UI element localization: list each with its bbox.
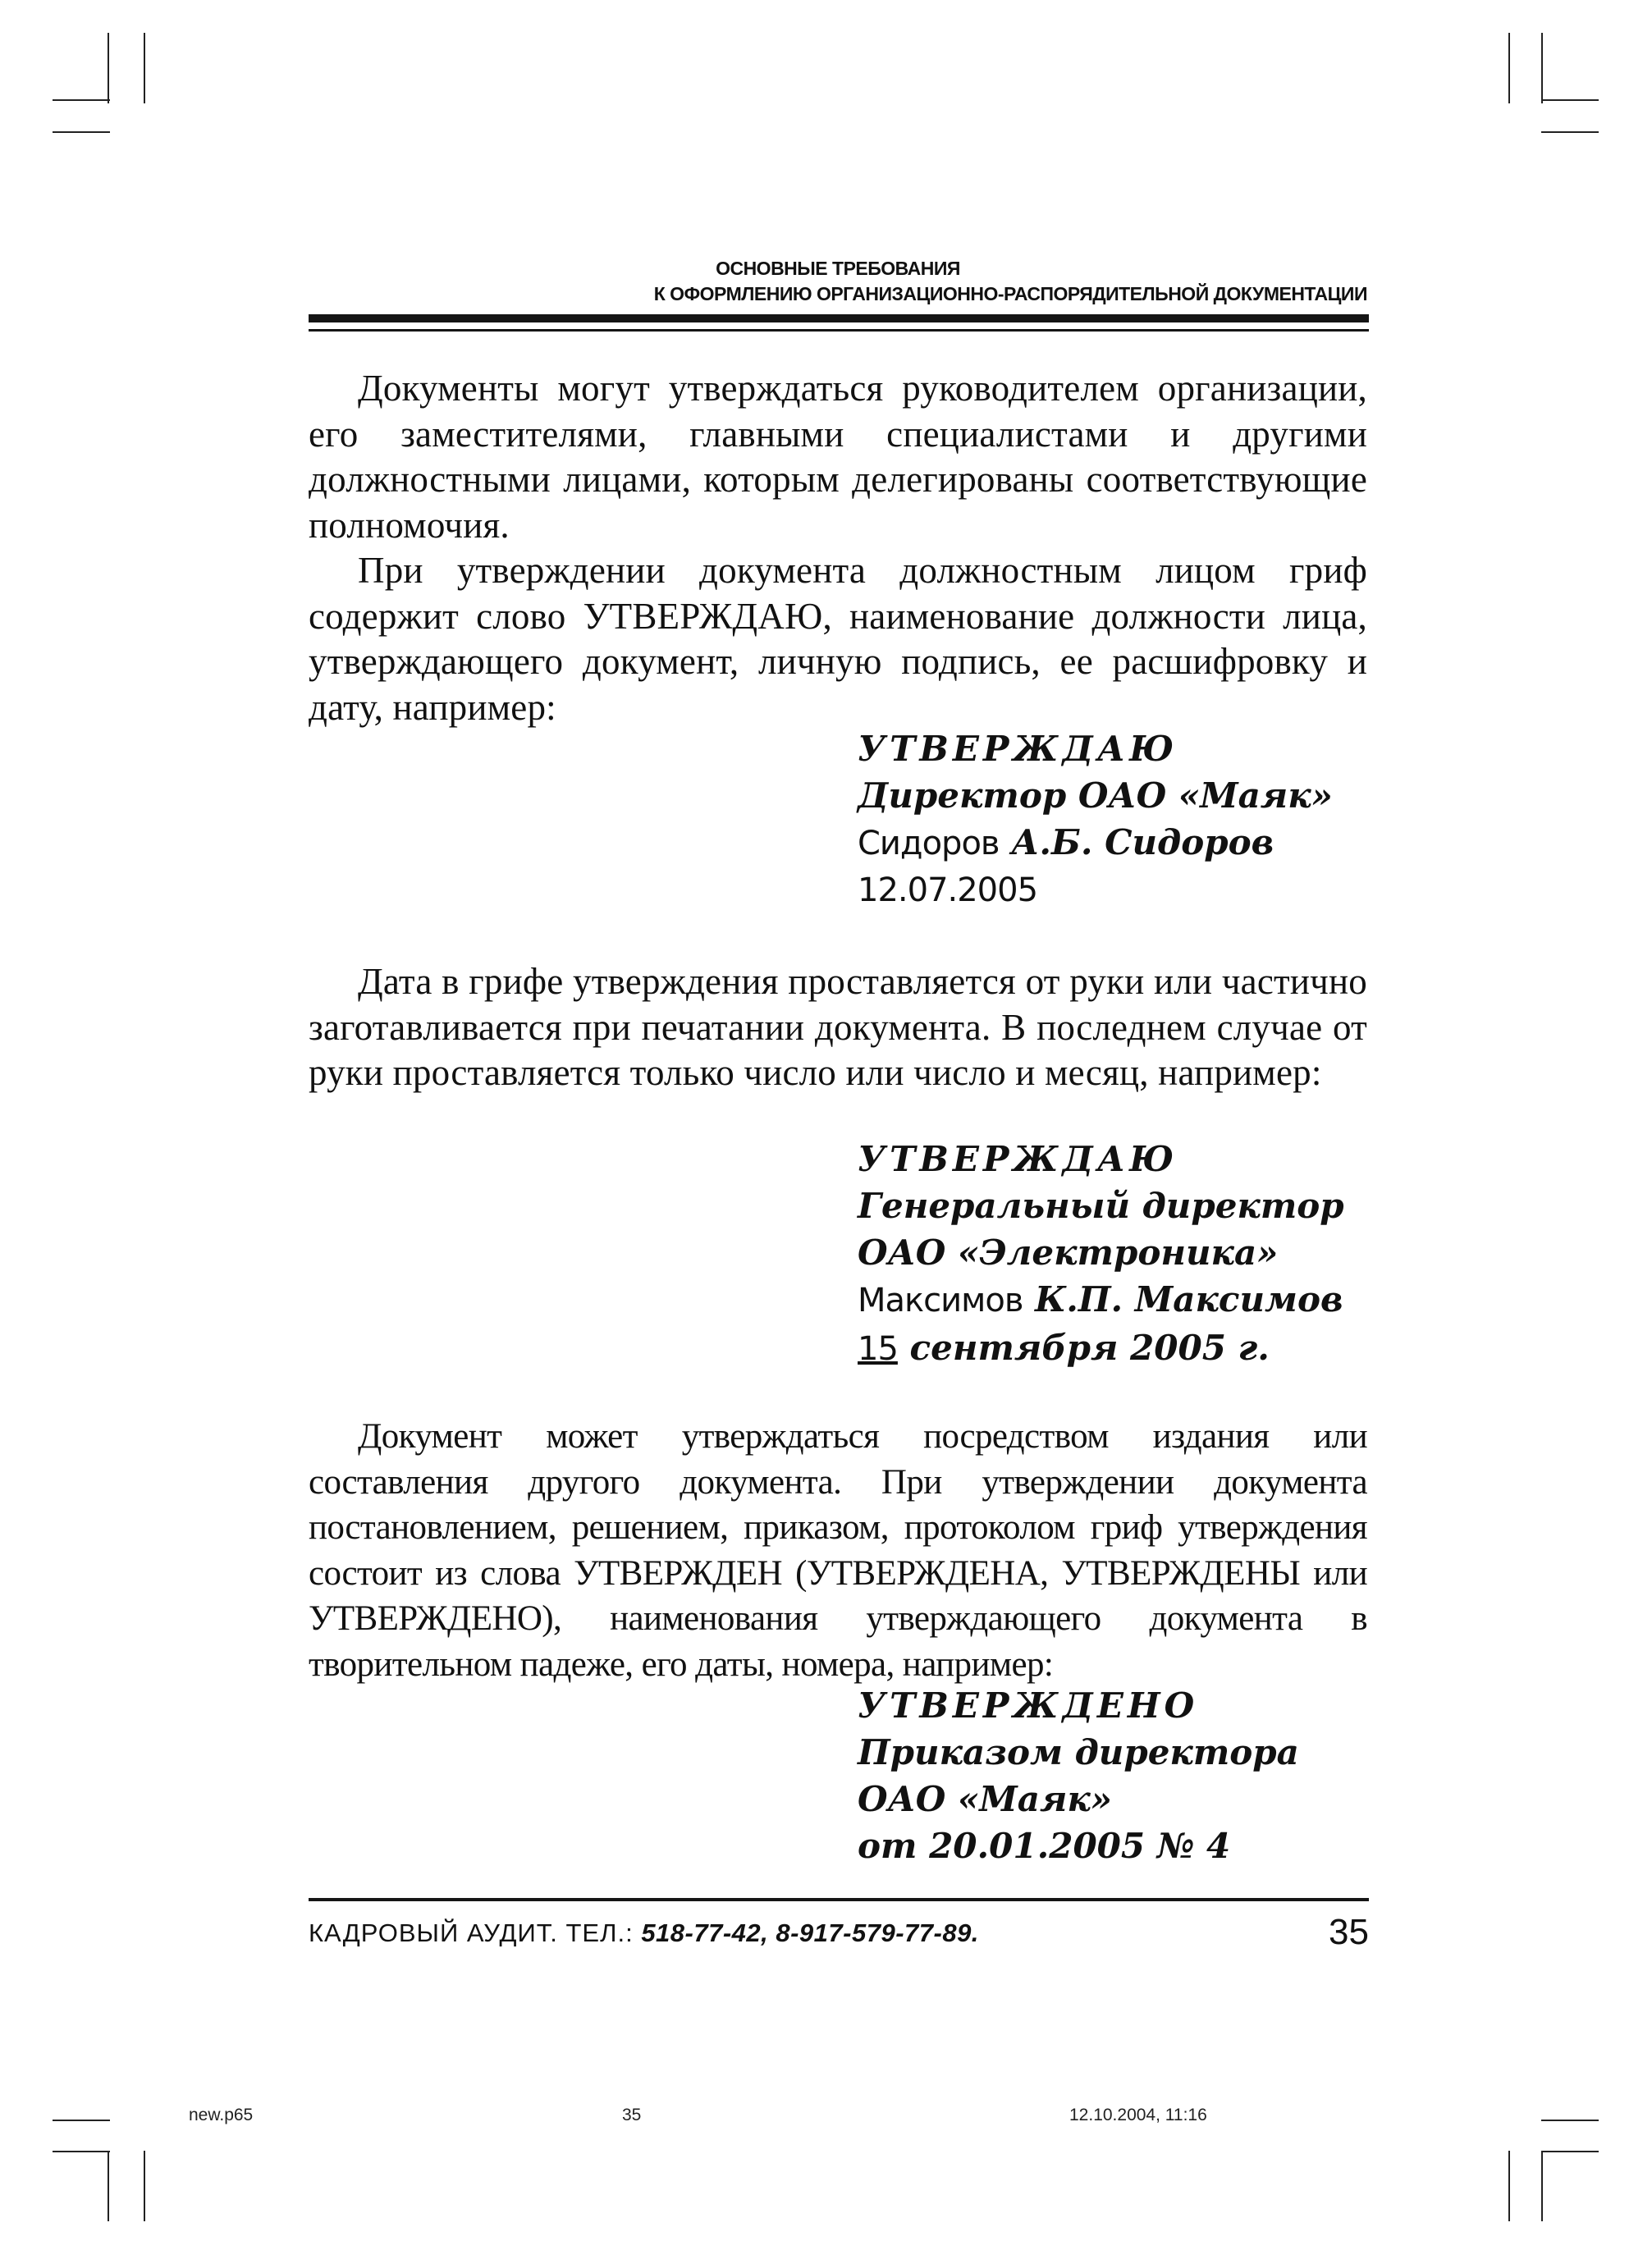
approval-stamp-example-2 — [858, 1136, 1383, 1373]
paragraph-approval-by-document: Документ может утверждаться посредством издания или составления другого документа. При утверждении документа постановлением, решением, приказом, протоколом гриф утверждения состоит из слова УТВЕРЖДЕН (УТВЕРЖДЕНА, УТВЕРЖДЕНЫ или УТВЕРЖДЕНО), наименования утверждающего документа в творительном падеже, его даты, номера, например: — [309, 1417, 1367, 1684]
stamp-1-title: УТВЕРЖДАЮ — [858, 729, 1178, 769]
crop-mark-top-left-inner — [108, 33, 109, 103]
crop-mark-bottom-right-h1 — [1541, 2120, 1599, 2121]
paragraph-date-by-hand: Дата в грифе утверждения проставляется от руки или частично заготавливается при печатании документа. В последнем случае от руки проставляется только число или число и месяц, например: — [309, 961, 1367, 1093]
stamp-1-signature-line — [858, 819, 1383, 867]
crop-mark-top-right-inner — [1541, 33, 1543, 103]
running-header-line-1: ОСНОВНЫЕ ТРЕБОВАНИЯ — [716, 258, 960, 279]
stamp-3-line-1: Приказом директора — [858, 1732, 1299, 1772]
stamp-1-name: А.Б. Сидоров — [1011, 822, 1274, 862]
stamp-1-date: 12.07.2005 — [858, 871, 1038, 909]
crop-mark-bottom-left-h1 — [53, 2120, 110, 2121]
stamp-3-line-3: от 20.01.2005 № 4 — [858, 1826, 1231, 1866]
paragraph-approval-stamp: При утверждении документа должностным лицом гриф содержит слово УТВЕРЖДАЮ, наименование должности лица, утверждающего документ, личную подпись, ее расшифровку и дату, например: — [309, 550, 1367, 728]
crop-mark-top-left-outer — [144, 33, 145, 103]
stamp-2-day: 15 — [858, 1330, 898, 1368]
crop-mark-bottom-right-outer — [1508, 2151, 1510, 2221]
approval-stamp-example-3 — [858, 1682, 1383, 1869]
crop-mark-top-right-outer — [1508, 33, 1510, 103]
footer-label: КАДРОВЫЙ АУДИТ. ТЕЛ.: — [309, 1918, 634, 1947]
header-rule-thin — [309, 329, 1369, 332]
stamp-2-signature-line — [858, 1276, 1383, 1324]
crop-mark-bottom-left-outer — [144, 2151, 145, 2221]
footer-phones: 518-77-42, 8-917-579-77-89. — [641, 1918, 979, 1947]
stamp-2-title: УТВЕРЖДАЮ — [858, 1139, 1178, 1179]
stamp-3-line-2: ОАО «Маяк» — [858, 1779, 1113, 1819]
footer-contact — [309, 1918, 979, 1948]
approval-stamp-example-1 — [858, 725, 1383, 914]
crop-mark-top-right-h1 — [1541, 99, 1599, 101]
stamp-2-signature: Максимов — [858, 1282, 1023, 1319]
stamp-2-position-2: ОАО «Электроника» — [858, 1232, 1279, 1273]
stamp-2-date-rest: сентября 2005 г. — [909, 1328, 1270, 1368]
crop-mark-top-left-h2 — [53, 131, 110, 133]
stamp-2-date-line — [858, 1324, 1383, 1373]
slug-page: 35 — [622, 2106, 642, 2124]
slug-file: new.p65 — [189, 2106, 254, 2124]
crop-mark-bottom-right-inner — [1541, 2151, 1543, 2221]
stamp-2-position-1: Генеральный директор — [858, 1186, 1344, 1226]
crop-mark-bottom-left-inner — [108, 2151, 109, 2221]
running-header-line-2: К ОФОРМЛЕНИЮ ОРГАНИЗАЦИОННО-РАСПОРЯДИТЕЛЬНОЙ ДОКУМЕНТАЦИИ — [653, 283, 1367, 304]
crop-mark-top-right-h2 — [1541, 131, 1599, 133]
stamp-1-position: Директор ОАО «Маяк» — [858, 775, 1333, 816]
stamp-1-signature: Сидоров — [858, 825, 1000, 862]
header-rule-thick — [309, 314, 1369, 322]
running-footer — [309, 1912, 1369, 1961]
footer-rule — [309, 1898, 1369, 1901]
crop-mark-bottom-left-h2 — [53, 2151, 110, 2152]
stamp-3-title: УТВЕРЖДЕНО — [858, 1685, 1199, 1726]
crop-mark-top-left-h1 — [53, 99, 110, 101]
running-header — [309, 256, 1367, 307]
paragraph-approvers: Документы могут утверждаться руководителем организации, его заместителями, главными специалистами и другими должностными лицами, которым делегированы соответствующие полномочия. — [309, 368, 1367, 546]
page-number: 35 — [1329, 1912, 1369, 1952]
stamp-2-name: К.П. Максимов — [1035, 1279, 1343, 1319]
slug-datetime: 12.10.2004, 11:16 — [1069, 2106, 1207, 2124]
crop-mark-bottom-right-h2 — [1541, 2151, 1599, 2152]
